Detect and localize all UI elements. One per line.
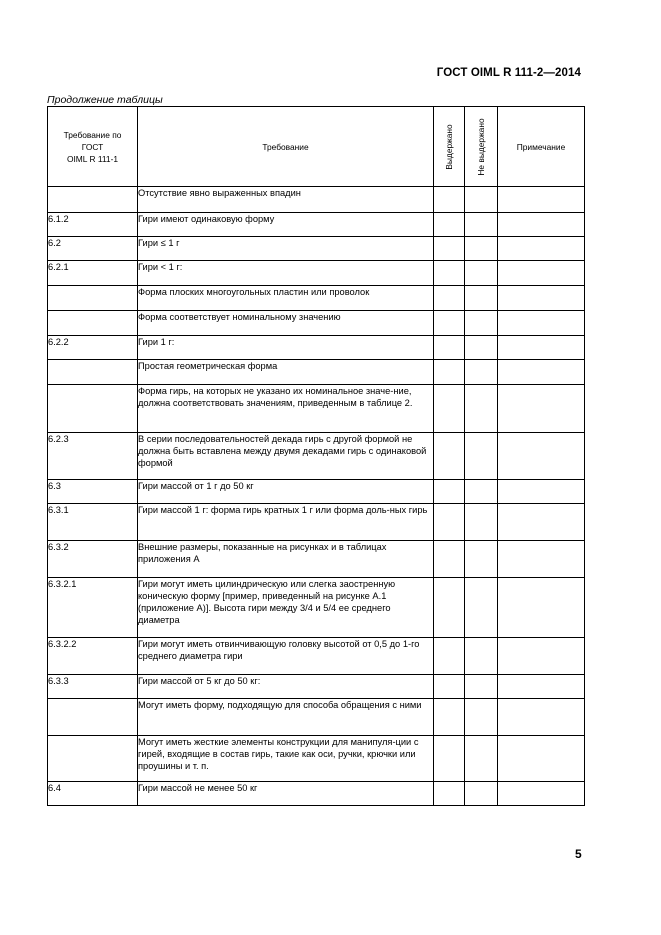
failed-cell[interactable] bbox=[465, 213, 498, 237]
row-text: Гири 1 г: bbox=[138, 336, 434, 360]
page-number: 5 bbox=[575, 847, 582, 861]
table-row bbox=[48, 336, 585, 360]
note-cell[interactable] bbox=[498, 336, 585, 360]
row-code: 6.3.2 bbox=[48, 541, 138, 578]
passed-cell[interactable] bbox=[434, 261, 465, 286]
table-row bbox=[48, 699, 585, 736]
table-row bbox=[48, 261, 585, 286]
note-cell[interactable] bbox=[498, 782, 585, 806]
table-row bbox=[48, 504, 585, 541]
passed-cell[interactable] bbox=[434, 638, 465, 675]
row-code: 6.2.1 bbox=[48, 261, 138, 286]
passed-cell[interactable] bbox=[434, 187, 465, 213]
row-code: 6.3 bbox=[48, 480, 138, 504]
row-code bbox=[48, 311, 138, 336]
header-ref-line3: OIML R 111-1 bbox=[66, 153, 119, 164]
document-title: ГОСТ OIML R 111-2—2014 bbox=[436, 67, 581, 79]
table-row bbox=[48, 541, 585, 578]
header-passed-label: Выдержано bbox=[444, 123, 454, 170]
note-cell[interactable] bbox=[498, 286, 585, 311]
row-code bbox=[48, 699, 138, 736]
note-cell[interactable] bbox=[498, 638, 585, 675]
header-failed bbox=[465, 107, 498, 187]
table-row bbox=[48, 480, 585, 504]
passed-cell[interactable] bbox=[434, 504, 465, 541]
row-text: Форма гирь, на которых не указано их номинальное значе-ние, должна соответствовать значениям, приведенным в таблице 2. bbox=[138, 385, 434, 433]
passed-cell[interactable] bbox=[434, 286, 465, 311]
passed-cell[interactable] bbox=[434, 237, 465, 261]
failed-cell[interactable] bbox=[465, 638, 498, 675]
failed-cell[interactable] bbox=[465, 504, 498, 541]
row-code: 6.3.2.2 bbox=[48, 638, 138, 675]
failed-cell[interactable] bbox=[465, 286, 498, 311]
row-text: Гири могут иметь отвинчивающую головку высотой от 0,5 до 1-го среднего диаметра гири bbox=[138, 638, 434, 675]
note-cell[interactable] bbox=[498, 480, 585, 504]
row-text: Гири < 1 г: bbox=[138, 261, 434, 286]
table-row bbox=[48, 385, 585, 433]
passed-cell[interactable] bbox=[434, 336, 465, 360]
row-text: Отсутствие явно выраженных впадин bbox=[138, 187, 434, 213]
passed-cell[interactable] bbox=[434, 311, 465, 336]
passed-cell[interactable] bbox=[434, 385, 465, 433]
passed-cell[interactable] bbox=[434, 578, 465, 638]
failed-cell[interactable] bbox=[465, 237, 498, 261]
row-text: Гири ≤ 1 г bbox=[138, 237, 434, 261]
row-text: Гири массой не менее 50 кг bbox=[138, 782, 434, 806]
row-text: Гири массой от 1 г до 50 кг bbox=[138, 480, 434, 504]
table-row bbox=[48, 311, 585, 336]
passed-cell[interactable] bbox=[434, 213, 465, 237]
table-body bbox=[48, 187, 585, 806]
row-text: Гири могут иметь цилиндрическую или слегка заостренную коническую форму [пример, приведенный на рисунке А.1 (приложение А)]. Высота гири между 3/4 и 5/4 ее среднего диаметра bbox=[138, 578, 434, 638]
failed-cell[interactable] bbox=[465, 385, 498, 433]
table-header-row bbox=[48, 107, 585, 187]
row-text: Гири массой от 5 кг до 50 кг: bbox=[138, 675, 434, 699]
header-note: Примечание bbox=[498, 107, 585, 187]
table-row bbox=[48, 187, 585, 213]
table-row bbox=[48, 360, 585, 385]
requirements-table bbox=[47, 106, 585, 806]
failed-cell[interactable] bbox=[465, 187, 498, 213]
note-cell[interactable] bbox=[498, 736, 585, 782]
row-code: 6.2.2 bbox=[48, 336, 138, 360]
passed-cell[interactable] bbox=[434, 675, 465, 699]
note-cell[interactable] bbox=[498, 237, 585, 261]
note-cell[interactable] bbox=[498, 504, 585, 541]
table-row bbox=[48, 638, 585, 675]
table-row bbox=[48, 433, 585, 480]
passed-cell[interactable] bbox=[434, 433, 465, 480]
table-row bbox=[48, 782, 585, 806]
row-code bbox=[48, 385, 138, 433]
failed-cell[interactable] bbox=[465, 311, 498, 336]
note-cell[interactable] bbox=[498, 360, 585, 385]
note-cell[interactable] bbox=[498, 675, 585, 699]
table-row bbox=[48, 736, 585, 782]
header-ref-line2: ГОСТ bbox=[81, 141, 104, 152]
table-row bbox=[48, 237, 585, 261]
note-cell[interactable] bbox=[498, 213, 585, 237]
row-text: Могут иметь жесткие элементы конструкции для манипуля-ции с гирей, входящие в состав гирь, такие как оси, ручки, крючки или проушины и т. п. bbox=[138, 736, 434, 782]
row-text: Форма плоских многоугольных пластин или проволок bbox=[138, 286, 434, 311]
row-code: 6.3.3 bbox=[48, 675, 138, 699]
failed-cell[interactable] bbox=[465, 578, 498, 638]
passed-cell[interactable] bbox=[434, 699, 465, 736]
note-cell[interactable] bbox=[498, 699, 585, 736]
failed-cell[interactable] bbox=[465, 675, 498, 699]
table-row bbox=[48, 675, 585, 699]
table-row bbox=[48, 286, 585, 311]
row-code: 6.3.2.1 bbox=[48, 578, 138, 638]
failed-cell[interactable] bbox=[465, 336, 498, 360]
failed-cell[interactable] bbox=[465, 360, 498, 385]
note-cell[interactable] bbox=[498, 433, 585, 480]
passed-cell[interactable] bbox=[434, 736, 465, 782]
table-row bbox=[48, 213, 585, 237]
passed-cell[interactable] bbox=[434, 360, 465, 385]
row-text: Гири имеют одинаковую форму bbox=[138, 213, 434, 237]
header-passed bbox=[434, 107, 465, 187]
row-code bbox=[48, 187, 138, 213]
failed-cell[interactable] bbox=[465, 782, 498, 806]
row-text: Простая геометрическая форма bbox=[138, 360, 434, 385]
note-cell[interactable] bbox=[498, 385, 585, 433]
table-caption: Продолжение таблицы bbox=[47, 94, 163, 106]
failed-cell[interactable] bbox=[465, 541, 498, 578]
row-code: 6.4 bbox=[48, 782, 138, 806]
row-text: Гири массой 1 г: форма гирь кратных 1 г или форма доль-ных гирь bbox=[138, 504, 434, 541]
failed-cell[interactable] bbox=[465, 261, 498, 286]
failed-cell[interactable] bbox=[465, 736, 498, 782]
table-row bbox=[48, 578, 585, 638]
row-code bbox=[48, 360, 138, 385]
header-failed-label: Не выдержано bbox=[476, 117, 486, 176]
failed-cell[interactable] bbox=[465, 480, 498, 504]
row-text: В серии последовательностей декада гирь с другой формой не должна быть вставлена между двумя декадами гирь с одинаковой формой bbox=[138, 433, 434, 480]
note-cell[interactable] bbox=[498, 578, 585, 638]
passed-cell[interactable] bbox=[434, 480, 465, 504]
row-code bbox=[48, 286, 138, 311]
row-code: 6.2.3 bbox=[48, 433, 138, 480]
row-code bbox=[48, 736, 138, 782]
row-code: 6.3.1 bbox=[48, 504, 138, 541]
passed-cell[interactable] bbox=[434, 541, 465, 578]
row-text: Форма соответствует номинальному значению bbox=[138, 311, 434, 336]
note-cell[interactable] bbox=[498, 261, 585, 286]
header-ref-column bbox=[48, 107, 138, 187]
row-code: 6.2 bbox=[48, 237, 138, 261]
row-code: 6.1.2 bbox=[48, 213, 138, 237]
passed-cell[interactable] bbox=[434, 782, 465, 806]
note-cell[interactable] bbox=[498, 187, 585, 213]
row-text: Могут иметь форму, подходящую для способа обращения с ними bbox=[138, 699, 434, 736]
failed-cell[interactable] bbox=[465, 433, 498, 480]
header-ref-line1: Требование по bbox=[63, 129, 122, 140]
note-cell[interactable] bbox=[498, 541, 585, 578]
note-cell[interactable] bbox=[498, 311, 585, 336]
failed-cell[interactable] bbox=[465, 699, 498, 736]
row-text: Внешние размеры, показанные на рисунках и в таблицах приложения А bbox=[138, 541, 434, 578]
header-requirement: Требование bbox=[138, 107, 434, 187]
